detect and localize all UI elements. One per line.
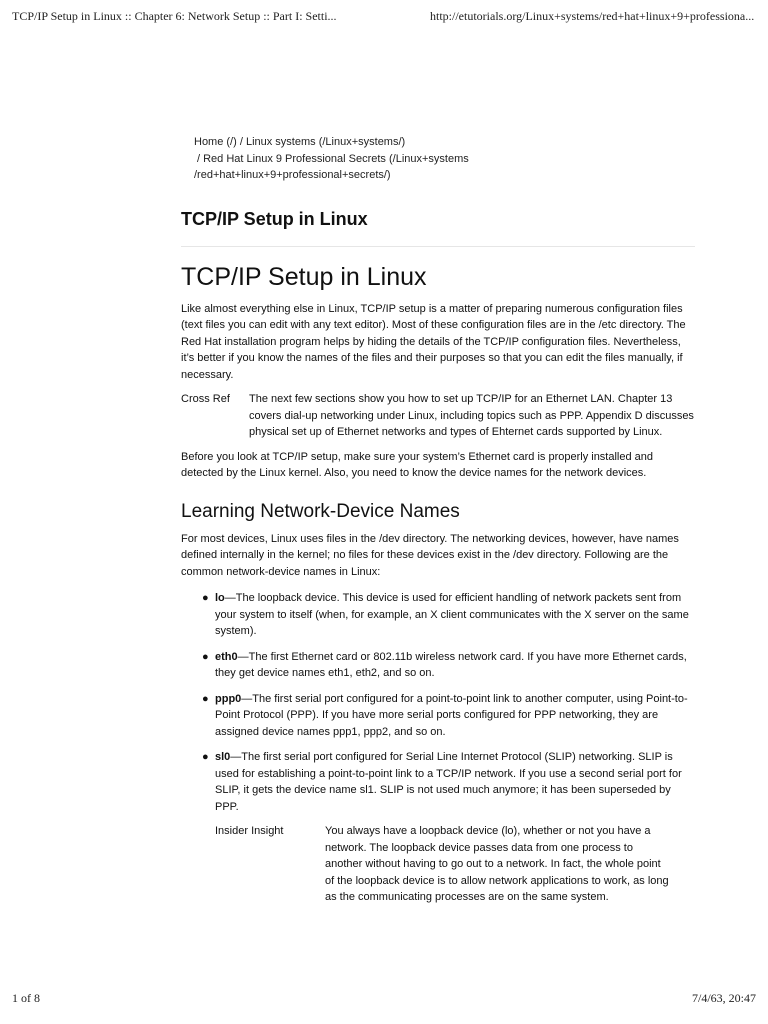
title-divider bbox=[181, 246, 695, 247]
bullet-icon: ● bbox=[202, 650, 209, 663]
insider-insight-label: Insider Insight bbox=[215, 825, 284, 837]
list-item bbox=[202, 691, 695, 741]
list-item bbox=[202, 749, 695, 815]
section-title: Learning Network-Device Names bbox=[181, 500, 460, 522]
print-header-url: http://etutorials.org/Linux+systems/red+hat+linux+9+professiona... bbox=[430, 9, 755, 23]
list-item bbox=[202, 649, 695, 682]
article-title: TCP/IP Setup in Linux bbox=[181, 262, 427, 291]
bullet-icon: ● bbox=[202, 751, 209, 763]
bullet-icon: ● bbox=[202, 692, 209, 705]
print-date: 7/4/63, 20:47 bbox=[691, 991, 756, 1005]
cross-ref-label: Cross Ref bbox=[181, 393, 230, 405]
article-content bbox=[181, 134, 695, 906]
device-description: —The loopback device. This device is used for efficient handling of network packets sent from your system to itself (when, for example, an X client communicates with the X server on the same system). bbox=[215, 592, 689, 637]
device-description: —The first serial port configured for Serial Line Internet Protocol (SLIP) networking. SLIP is used for establishing a point-to-point link to a TCP/IP network. If you use a second serial port for SLIP, it gets the device name sl1. SLIP is not used much anymore; it has been superseded by PPP. bbox=[215, 751, 682, 813]
intro-paragraph: Like almost everything else in Linux, TCP/IP setup is a matter of preparing numerous configuration files (text files you can edit with any text editor). Most of these configuration files are in the /etc directory. The Red Hat installation program helps by hiding the details of the TCP/IP configuration files. Nevertheless, it’s better if you know the names of the files and their purposes so that you can edit the files manually, if necessary. bbox=[181, 302, 686, 381]
device-description: —The first serial port configured for a point-to-point link to another computer, using Point-to-Point Protocol (PPP). If you have more serial ports configured for PPP networking, they are assigned device names ppp1, ppp2, and so on. bbox=[215, 692, 688, 738]
breadcrumb-line-2[interactable]: / Red Hat Linux 9 Professional Secrets (/Linux+systems bbox=[197, 152, 469, 165]
device-term: ppp0 bbox=[215, 692, 242, 705]
print-header-title: TCP/IP Setup in Linux :: Chapter 6: Network Setup :: Part I: Setti... bbox=[12, 9, 337, 23]
section-intro: For most devices, Linux uses files in the /dev directory. The networking devices, however, have names defined internally in the kernel; no files for these devices exist in the /dev directory. Following are the common network-device names in Linux: bbox=[181, 532, 679, 578]
device-term: eth0 bbox=[215, 650, 238, 663]
page-number: 1 of 8 bbox=[12, 991, 40, 1005]
cross-ref-note bbox=[181, 391, 695, 441]
insider-insight-note bbox=[215, 823, 695, 906]
before-paragraph: Before you look at TCP/IP setup, make sure your system’s Ethernet card is properly installed and detected by the Linux kernel. Also, you need to know the device names for the network devices. bbox=[181, 450, 654, 479]
device-term: sl0 bbox=[215, 751, 231, 763]
device-term: lo bbox=[215, 592, 225, 604]
insider-insight-text: You always have a loopback device (lo), whether or not you have a network. The loopback device passes data from one process to another without having to go out to a network. In fact, the whole point of the loopback device is to allow network applications to work, as long as the communicating processes are on the same system. bbox=[325, 825, 669, 903]
page-title: TCP/IP Setup in Linux bbox=[181, 208, 368, 229]
list-item bbox=[202, 590, 695, 640]
device-list bbox=[181, 590, 695, 815]
breadcrumb-line-3[interactable]: /red+hat+linux+9+professional+secrets/) bbox=[194, 169, 391, 181]
cross-ref-text: The next few sections show you how to set up TCP/IP for an Ethernet LAN. Chapter 13 covers dial-up networking under Linux, including topics such as PPP. Appendix D discusses physical set up of Ethernet networks and types of Ehternet cards supported by Linux. bbox=[249, 393, 694, 438]
breadcrumb-line-1[interactable]: Home (/) / Linux systems (/Linux+systems/) bbox=[194, 136, 406, 148]
breadcrumb bbox=[194, 134, 695, 184]
device-description: —The first Ethernet card or 802.11b wireless network card. If you have more Ethernet cards, they get device names eth1, eth2, and so on. bbox=[215, 650, 687, 679]
bullet-icon: ● bbox=[202, 592, 209, 604]
